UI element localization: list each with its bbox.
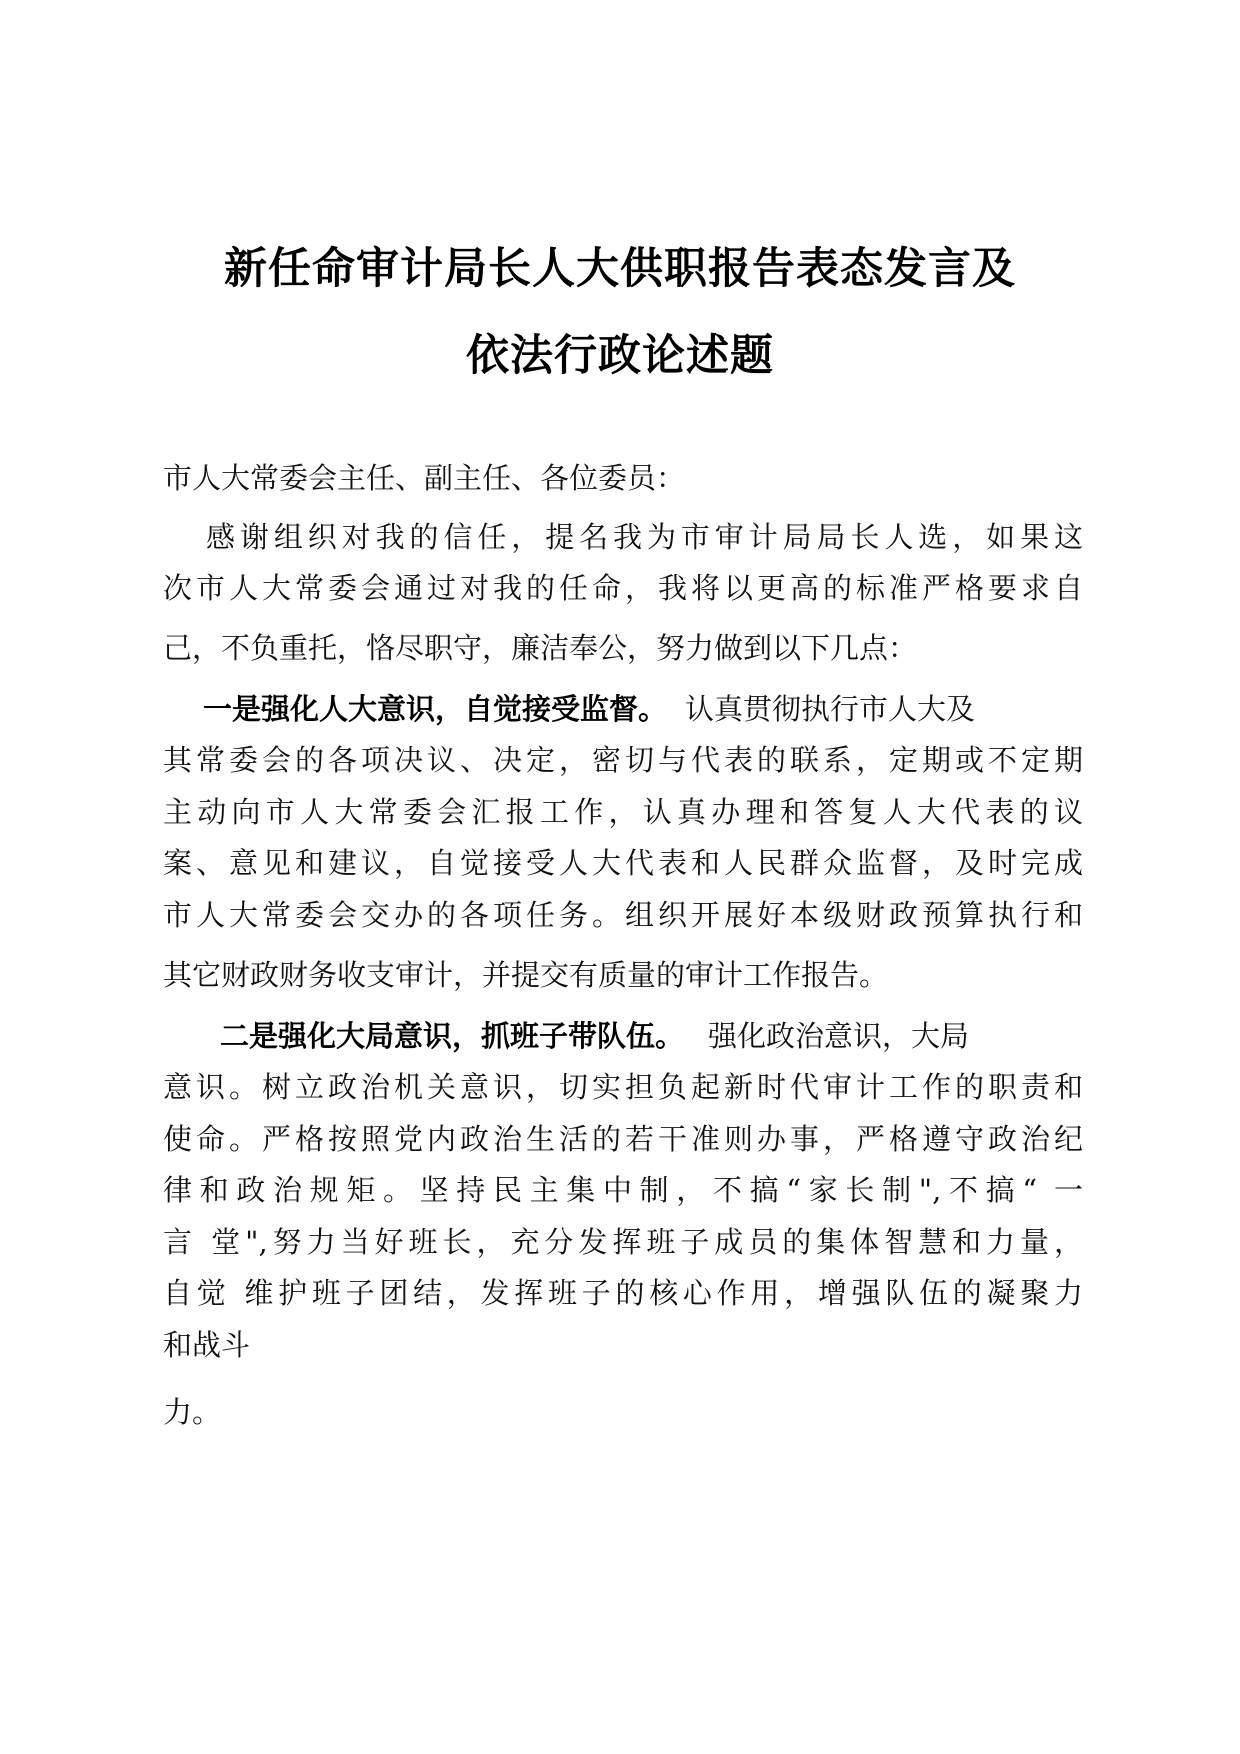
point1-first-line xyxy=(203,689,1083,729)
intro-line-1: 感谢组织对我的信任，提名我为市审计局局长人选，如果这 xyxy=(206,520,1083,554)
point2-line: 力。 xyxy=(163,1395,222,1429)
point1-line: 市人大常委会交办的各项任务。组织开展好本级财政预算执行和 xyxy=(163,898,1083,932)
point2-line: 和战斗 xyxy=(163,1328,251,1362)
salutation: 市人大常委会主任、副主任、各位委员： xyxy=(163,461,686,495)
point2-first-rest: 强化政治意识，大局 xyxy=(708,1019,970,1053)
point2-line: 律和政治规矩。坚持民主集中制，不搞“家长制",不搞“ 一 xyxy=(163,1173,1083,1207)
point1-line: 案、意见和建议，自觉接受人大代表和人民群众监督，及时完成 xyxy=(163,846,1083,880)
intro-line-2: 次市人大常委会通过对我的任命，我将以更高的标准严格要求自 xyxy=(163,571,1083,605)
point1-line: 其它财政财务收支审计，并提交有质量的审计工作报告。 xyxy=(163,958,889,992)
point1-line: 其常委会的各项决议、决定，密切与代表的联系，定期或不定期 xyxy=(163,743,1083,777)
point2-first-line xyxy=(220,1016,1083,1056)
point1-heading: 一是强化人大意识，自觉接受监督。 xyxy=(203,692,668,726)
point2-heading: 二是强化大局意识，抓班子带队伍。 xyxy=(220,1019,685,1053)
point1-line: 主动向市人大常委会汇报工作，认真办理和答复人大代表的议 xyxy=(163,795,1083,829)
point2-line: 使命。严格按照党内政治生活的若干准则办事，严格遵守政治纪 xyxy=(163,1122,1083,1156)
point2-line: 意识。树立政治机关意识，切实担负起新时代审计工作的职责和 xyxy=(163,1070,1083,1104)
point2-line: 自觉 维护班子团结，发挥班子的核心作用，增强队伍的凝聚力 xyxy=(163,1276,1083,1310)
intro-line-3: 己，不负重托，恪尽职守，廉洁奉公，努力做到以下几点： xyxy=(163,631,918,665)
point1-first-rest: 认真贯彻执行市人大及 xyxy=(685,692,976,726)
document-title-line-2: 依法行政论述题 xyxy=(466,331,774,381)
point2-line: 言 堂",努力当好班长，充分发挥班子成员的集体智慧和力量， xyxy=(163,1225,1083,1259)
document-title-line-1: 新任命审计局长人大供职报告表态发言及 xyxy=(224,244,1016,294)
